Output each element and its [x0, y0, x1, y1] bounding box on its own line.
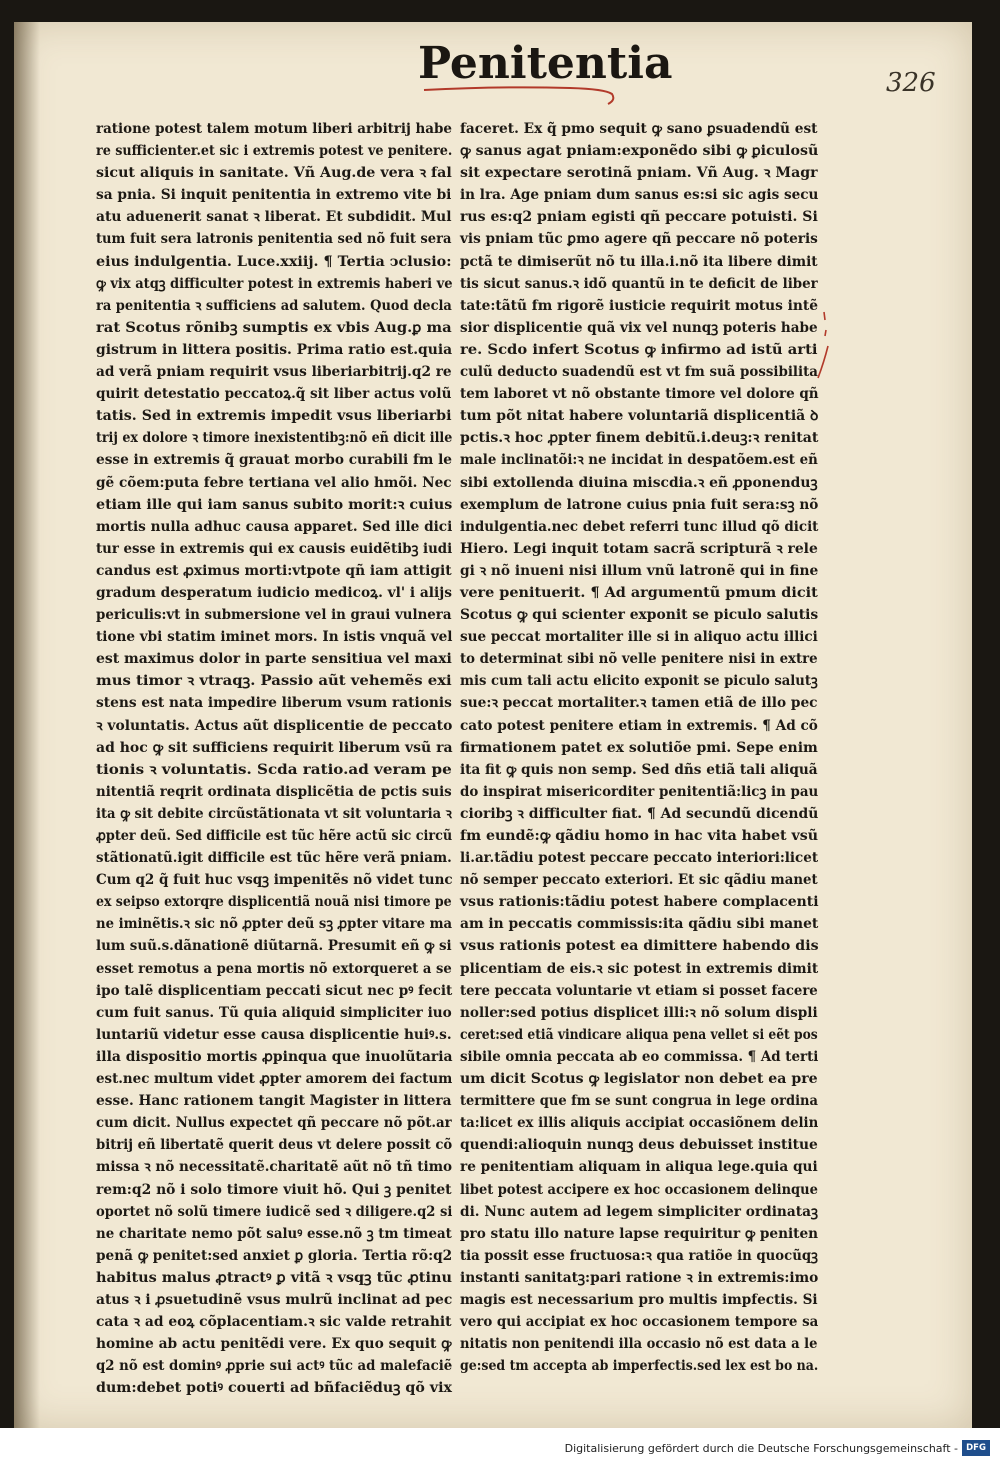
dfg-logo: DFG: [962, 1440, 990, 1456]
text-line: ceret:sed etiã vindicare aliqua pena vellet si eẽt pos: [460, 1026, 818, 1043]
text-line: tate:tãtũ fm rigorẽ iusticie requirit motus intẽ: [460, 297, 818, 314]
text-line: sue:ꝛ peccat mortaliter.ꝛ tamen etiã de illo pec: [460, 695, 818, 712]
text-line: vsus rationis:tãdiu potest habere complacenti: [460, 894, 819, 911]
text-line: ex seipso extorqre displicentiã nouã nisi timore pe: [96, 894, 452, 911]
text-line: ne charitate nemo põt saluꝰ esse.nõ ꝫ tm timeat: [96, 1225, 452, 1242]
text-line: rat Scotus rõnibꝫ sumptis ex vbis Aug.ꝑ ma: [96, 319, 452, 336]
text-line: nitatis non penitendi illa occasio nõ est data a le: [460, 1336, 818, 1353]
text-line: tur esse in extremis qui ex causis euidẽtibꝫ iudi: [96, 540, 453, 557]
text-line: plicentiam de eis.ꝛ sic potest in extremis dimit: [460, 960, 819, 977]
text-line: do inspirat misericorditer penitentiã:licꝫ in pau: [460, 783, 819, 800]
text-line: tionis ꝛ voluntatis. Scda ratio.ad veram pe: [96, 761, 452, 778]
text-line: tia possit esse fructuosa:ꝛ qua ratiõe in quocũqꝫ: [460, 1247, 818, 1264]
text-line: tis sicut sanus.ꝛ idõ quantũ in te deficit de liber: [460, 275, 818, 292]
text-line: tum põt nitat habere voluntariã displicentiã ꝺ: [460, 408, 819, 425]
text-line: ad verã pniam requirit vsus liberiarbitrij.q2 re: [96, 364, 452, 381]
text-line: vis pniam tũc ꝑmo agere qñ peccare nõ poteris: [460, 231, 818, 248]
text-line: um dicit Scotus ꝙ legislator non debet ea pre: [460, 1071, 818, 1088]
text-line: pctis.ꝛ hoc ꝓpter finem debitũ.i.deuꝫ:ꝛ renitat: [460, 430, 819, 447]
page-gutter-shadow: [14, 22, 40, 1428]
text-line: ge:sed tm accepta ab imperfectis.sed lex est bo na.: [460, 1358, 819, 1375]
text-line: ꝙ vix atqꝫ difficulter potest in extremis haberi ve: [96, 275, 453, 292]
text-line: cum fuit sanus. Tũ quia aliquid simpliciter iuo: [96, 1004, 452, 1021]
text-line: ta:licet ex illis aliquis accipiat occasiõnem delin: [460, 1115, 819, 1132]
text-line: tere peccata voluntarie vt etiam si posset facere: [460, 982, 818, 999]
text-line: esse. Hanc rationem tangit Magister in littera: [96, 1093, 452, 1110]
text-line: fm eundẽ:ꝙ qãdiu homo in hac vita habet vsũ: [460, 828, 818, 844]
text-line: vero qui accipiat ex hoc occasionem tempore sa: [460, 1314, 819, 1331]
text-line: tum fuit sera latronis penitentia sed nõ fuit sera: [96, 231, 452, 248]
text-line: ratione potest talem motum liberi arbitrij habe: [96, 121, 452, 137]
text-line: habitus malus ꝓtractꝰ ꝑ vitã ꝛ vsqꝫ tũc ꝓtinu: [96, 1269, 452, 1286]
text-line: sicut aliquis in sanitate. Vñ Aug.de vera ꝛ fal: [96, 165, 452, 182]
text-line: am in peccatis commissis:ita qãdiu sibi manet: [460, 916, 819, 933]
text-line: vsus rationis potest ea dimittere habendo dis: [460, 938, 819, 955]
text-column-right: [460, 118, 819, 1375]
text-line: gradum desperatum iudicio medicoꝝ. vl' i alijs: [96, 584, 452, 601]
text-line: ad hoc ꝙ sit sufficiens requirit liberum vsũ ra: [96, 739, 453, 756]
text-line: lum suũ.s.dãnationẽ diũtarnã. Presumit eñ ꝙ si: [96, 938, 452, 955]
page-title: Penitentia: [418, 38, 673, 89]
text-line: gistrum in littera positis. Prima ratio est.quia: [96, 341, 453, 358]
text-line: sibile omnia peccata ab eo commissa. ¶ Ad terti: [460, 1048, 819, 1065]
text-line: sior displicentie quã vix vel nunqꝫ poteris habe: [460, 319, 818, 336]
text-line: tatis. Sed in extremis impedit vsus liberiarbi: [96, 408, 452, 425]
marginal-red-mark: [812, 306, 832, 382]
text-line: to determinat sibi nõ velle penitere nisi in extre: [460, 651, 818, 668]
text-line: vere penituerit. ¶ Ad argumentũ pmum dicit: [460, 584, 818, 601]
text-line: penã ꝙ penitet:sed anxiet ꝑ gloria. Tertia rõ:q2: [96, 1247, 453, 1264]
text-line: quirit detestatio peccatoꝝ.q̃ sit liber actus volũ: [96, 386, 452, 403]
text-line: pctã te dimiserũt nõ tu illa.i.nõ ita libere dimit: [460, 253, 818, 270]
title-red-flourish: [420, 80, 620, 108]
text-line: candus est ꝓximus morti:vtpote qñ iam attigit: [96, 562, 452, 579]
text-line: libet potest accipere ex hoc occasionem delinque: [460, 1181, 818, 1198]
text-line: est maximus dolor in parte sensitiua vel maxi: [96, 651, 452, 668]
text-line: ita fit ꝙ quis non semp. Sed dñs etiã tali aliquã: [460, 761, 818, 778]
text-line: homine ab actu penitẽdi vere. Ex quo sequit ꝙ: [96, 1336, 452, 1353]
text-line: ꝓpter deũ. Sed difficile est tũc hẽre actũ sic circũ: [96, 828, 453, 844]
text-line: instanti sanitatꝫ:pari ratione ꝛ in extremis:imo: [460, 1269, 819, 1286]
footer-credit: Digitalisierung gefördert durch die Deutsche Forschungsgemeinschaft -: [564, 1442, 958, 1455]
text-line: cum dicit. Nullus expectet qñ peccare nõ põt.ar: [96, 1115, 452, 1132]
text-line: magis est necessarium pro multis impfectis. Si: [460, 1291, 818, 1308]
text-line: Scotus ꝙ qui scienter exponit se piculo salutis: [460, 607, 819, 624]
text-line: indulgentia.nec debet referri tunc illud qõ dicit: [460, 518, 819, 535]
text-line: Hiero. Legi inquit totam sacrã scripturã ꝛ rele: [460, 540, 818, 557]
text-line: li.ar.tãdiu potest peccare peccato interiori:licet: [460, 850, 819, 867]
text-line: sa pnia. Si inquit penitentia in extremo vite bi: [96, 187, 452, 204]
text-line: in lra. Age pniam dum sanus es:si sic agis secu: [460, 187, 819, 204]
text-line: periculis:vt in submersione vel in graui vulnera: [96, 607, 452, 624]
text-line: gẽ cõem:puta febre tertiana vel alio hmõi. Nec: [96, 474, 452, 491]
text-line: sit expectare serotinã pniam. Vñ Aug. ꝛ Magr: [460, 165, 818, 182]
text-line: rem:q2 nõ i solo timore viuit hõ. Qui ꝫ penitet: [96, 1181, 452, 1198]
text-line: ꝙ sanus agat pniam:exponẽdo sibi ꝙ ꝑiculosũ: [460, 143, 819, 160]
text-line: sibi extollenda diuina miscdia.ꝛ eñ ꝓponenduꝫ: [460, 474, 818, 491]
text-line: trij ex dolore ꝛ timore inexistentibꝫ:nõ eñ dicit ille: [96, 430, 453, 447]
text-line: ra penitentia ꝛ sufficiens ad salutem. Quod decla: [96, 297, 452, 314]
text-line: culũ deducto suadendũ est vt fm suã possibilita: [460, 364, 818, 381]
text-line: noller:sed potius displicet illi:ꝛ nõ solum displi: [460, 1004, 818, 1021]
text-line: nitentiã reqrit ordinata displicẽtia de pctis suis: [96, 783, 452, 800]
text-line: atus ꝛ i ꝓsuetudinẽ vsus mulrũ inclinat ad pec: [96, 1291, 453, 1308]
text-line: Cum q2 q̃ fuit huc vsqꝫ impenitẽs nõ videt tunc: [96, 872, 453, 889]
text-line: male inclinatõi:ꝛ ne incidat in despatõem.est eñ: [460, 452, 818, 469]
text-line: cato potest penitere etiam in extremis. ¶ Ad cõ: [460, 717, 818, 734]
text-line: re penitentiam aliquam in aliqua lege.quia qui: [460, 1159, 818, 1176]
text-line: termittere que fm se sunt congrua in lege ordina: [460, 1093, 818, 1110]
text-line: cioribꝫ ꝛ difficulter fiat. ¶ Ad secundũ dicendũ: [460, 805, 819, 822]
text-line: exemplum de latrone cuius pnia fuit sera:sꝫ nõ: [460, 496, 819, 513]
text-line: bitrij eñ libertatẽ querit deus vt delere possit cõ: [96, 1137, 453, 1154]
text-line: firmationem patet ex solutiõe pmi. Sepe enim: [460, 739, 818, 756]
text-line: mortis nulla adhuc causa apparet. Sed ille dici: [96, 518, 453, 535]
text-line: quendi:alioquin nunqꝫ deus debuisset institue: [460, 1137, 818, 1154]
text-line: gi ꝛ nõ inueni nisi illum vnũ latronẽ qui in fine: [460, 562, 819, 579]
text-line: eius indulgentia. Luce.xxiij. ¶ Tertia ↄclusio:: [96, 253, 452, 270]
text-line: faceret. Ex q̃ pmo sequit ꝙ sano ꝑsuadendũ est: [460, 121, 818, 137]
text-line: etiam ille qui iam sanus subito morit:ꝛ cuius: [96, 496, 453, 513]
text-line: tem laboret vt nõ obstante timore vel dolore qñ: [460, 386, 819, 403]
text-line: di. Nunc autem ad legem simpliciter ordinataꝫ: [460, 1203, 818, 1220]
text-line: pro statu illo nature lapse requiritur ꝙ peniten: [460, 1225, 819, 1242]
text-line: missa ꝛ nõ necessitatẽ.charitatẽ aũt nõ tñ timo: [96, 1159, 453, 1176]
text-line: re sufficienter.et sic i extremis potest ve penitere.: [96, 143, 453, 160]
text-line: sue peccat mortaliter ille si in aliquo actu illici: [460, 629, 818, 646]
text-line: est.nec multum videt ꝓpter amorem dei factum: [96, 1071, 453, 1088]
folio-number: 326: [886, 68, 936, 98]
text-line: mis cum tali actu elicito exponit se piculo salutꝫ: [460, 673, 818, 690]
text-line: luntariũ videtur esse causa displicentie huiꝰ.s.: [96, 1026, 452, 1043]
text-line: stãtionatũ.igit difficile est tũc hẽre verã pniam.: [96, 850, 452, 867]
text-line: stens est nata impedire liberum vsum rationis: [96, 695, 452, 712]
text-line: esse in extremis q̃ grauat morbo curabili fm le: [96, 452, 452, 469]
text-line: mus timor ꝛ vtraqꝫ. Passio aũt vehemẽs exi: [96, 673, 452, 690]
text-column-left: [96, 118, 453, 1397]
text-line: cata ꝛ ad eoꝝ cõplacentiam.ꝛ sic valde retrahit: [96, 1314, 452, 1331]
text-line: rus es:q2 pniam egisti qñ peccare potuisti. Si: [460, 209, 818, 226]
text-line: ita ꝙ sit debite circũstãtionata vt sit voluntaria ꝛ: [96, 805, 452, 822]
text-line: ne iminẽtis.ꝛ sic nõ ꝓpter deũ sꝫ ꝓpter vitare ma: [96, 916, 453, 933]
text-line: ipo talẽ displicentiam peccati sicut nec pꝰ fecit: [96, 982, 453, 999]
text-line: esset remotus a pena mortis nõ extorqueret a se: [96, 960, 452, 977]
text-line: dum:debet potiꝰ couerti ad bñfaciẽduꝫ qõ vix: [96, 1380, 452, 1397]
text-line: illa dispositio mortis ꝓpinqua que inuolũtaria: [96, 1048, 453, 1065]
text-line: nõ semper peccato exteriori. Et sic qãdiu manet: [460, 872, 818, 889]
text-line: oportet nõ solũ timere iudicẽ sed ꝛ diligere.q2 si: [96, 1203, 453, 1220]
text-line: re. Scdo infert Scotus ꝙ infirmo ad istũ arti: [460, 341, 818, 358]
text-line: atu aduenerit sanat ꝛ liberat. Et subdidit. Mul: [96, 209, 452, 226]
text-line: q2 nõ est dominꝰ ꝓprie sui actꝰ tũc ad malefaciẽ: [96, 1358, 453, 1375]
text-line: tione vbi statim iminet mors. In istis vnquã vel: [96, 629, 453, 646]
text-line: ꝛ voluntatis. Actus aũt displicentie de peccato: [96, 717, 453, 734]
